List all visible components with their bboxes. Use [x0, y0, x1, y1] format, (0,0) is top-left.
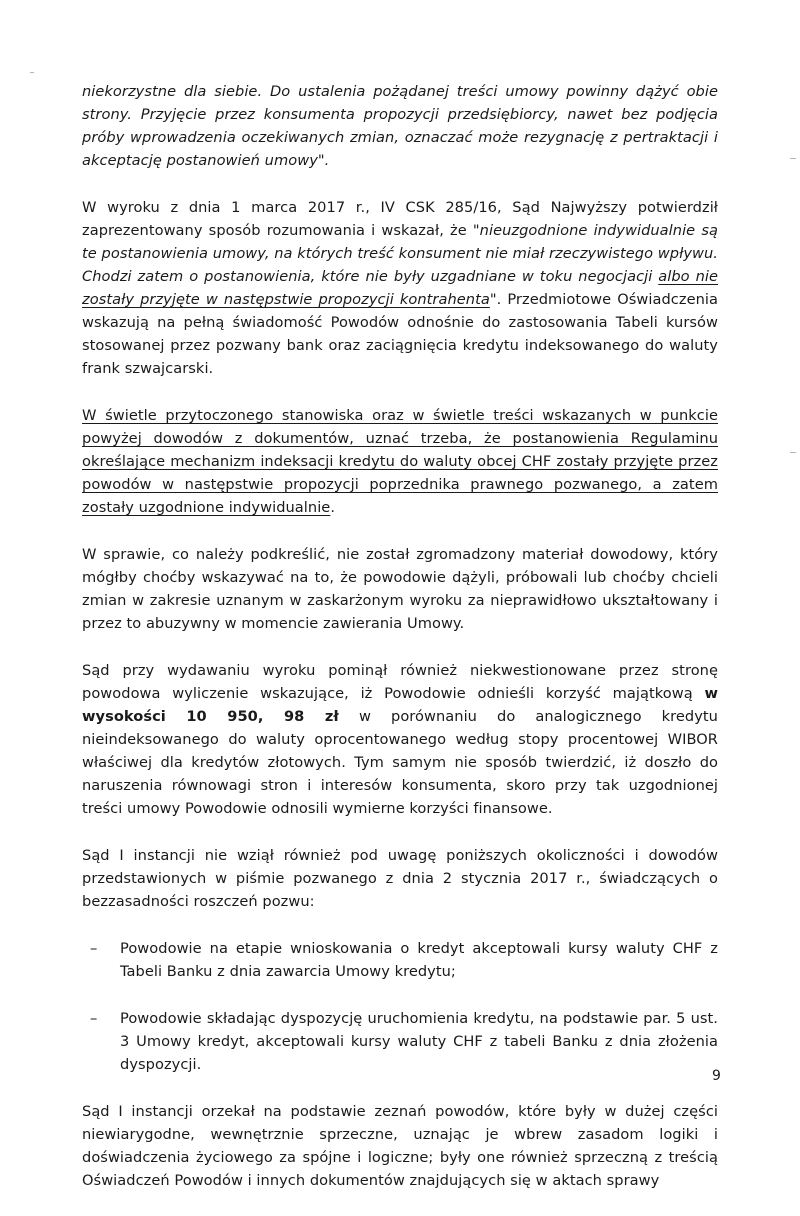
- dash-bullet: –: [90, 940, 98, 957]
- quote-text: nieuzgodnione indywidualnie są te postanowienia umowy, na których treść konsument nie miał rzeczywistego wpływu. Chodzi zatem o postanowienia, które nie były uzgadniane w toku negocjacji: [82, 222, 718, 285]
- court-ruling-paragraph: [82, 196, 718, 380]
- page-number: 9: [712, 1068, 721, 1084]
- dash-bullet: –: [90, 1010, 98, 1027]
- underlined-text: W świetle przytoczonego stanowiska oraz w świetle treści wskazanych w punkcie powyżej dowodów z dokumentów, uznać trzeba, że postanowienia Regulaminu określające mechanizm indeksacji kredytu do waluty obcej CHF zostały przyjęte przez powodów w następstwie propozycji poprzednika prawnego pozwanego, a zatem zostały uzgodnione indywidualnie: [82, 407, 718, 516]
- list-item: [82, 1007, 718, 1076]
- paragraph-text: Sąd I instancji nie wziął również pod uwagę poniższych okoliczności i dowodów przedstawionych w piśmie pozwanego z dnia 2 stycznia 2017 r., świadczących o bezzasadności roszczeń pozwu:: [82, 847, 718, 910]
- scan-mark: [790, 452, 796, 453]
- scan-mark: [790, 158, 796, 159]
- evidence-paragraph: [82, 543, 718, 635]
- list-item-text: Powodowie na etapie wnioskowania o kredyt akceptowali kursy waluty CHF z Tabeli Banku z dnia zawarcia Umowy kredytu;: [120, 940, 718, 980]
- underlined-quote-text: albo nie zostały przyjęte w następstwie propozycji kontrahenta: [82, 268, 718, 308]
- conclusion-paragraph: [82, 404, 718, 519]
- benefit-paragraph: [82, 659, 718, 820]
- paragraph-text: W wyroku z dnia 1 marca 2017 r., IV CSK 285/16, Sąd Najwyższy potwierdził zaprezentowany sposób rozumowania i wskazał, że ": [82, 199, 718, 239]
- scan-mark: [30, 72, 34, 73]
- circumstances-paragraph: [82, 844, 718, 913]
- paragraph-text: ". Przedmiotowe Oświadczenia wskazują na pełną świadomość Powodów odnośnie do zastosowania Tabeli kursów stosowanej przez pozwany bank oraz zaciągnięcia kredytu indeksowanego do waluty frank szwajcarski.: [82, 291, 718, 377]
- document-body: [82, 80, 718, 1216]
- paragraph-text: niekorzystne dla siebie. Do ustalenia pożądanej treści umowy powinny dążyć obie strony. Przyjęcie przez konsumenta propozycji przedsiębiorcy, nawet bez podjęcia próby wprowadzenia oczekiwanych zmian, oznaczać może rezygnację z pertraktacji i akceptację postanowień umowy".: [82, 83, 718, 169]
- circumstances-list: [82, 937, 718, 1076]
- paragraph-text: w porównaniu do analogicznego kredytu nieindeksowanego do waluty oprocentowanego według stopy procentowej WIBOR właściwej dla kredytów złotowych. Tym samym nie sposób twierdzić, iż doszło do naruszenia równowagi stron i interesów konsumenta, skoro przy tak uzgodnionej treści umowy Powodowie odnosili wymierne korzyści finansowe.: [82, 708, 718, 817]
- paragraph-text: W sprawie, co należy podkreślić, nie został zgromadzony materiał dowodowy, który mógłby choćby wskazywać na to, że powodowie dążyli, próbowali lub choćby chcieli zmian w zakresie uznanym w zaskarżonym wyroku za nieprawidłowo ukształtowany i przez to abuzywny w momencie zawierania Umowy.: [82, 546, 718, 632]
- paragraph-text: Sąd przy wydawaniu wyroku pominął również niekwestionowane przez stronę powodowa wyliczenie wskazujące, iż Powodowie odnieśli korzyść majątkową: [82, 662, 718, 702]
- bold-amount-text: w wysokości 10 950, 98 zł: [82, 685, 718, 725]
- quote-paragraph: [82, 80, 718, 172]
- list-item-text: Powodowie składając dyspozycję uruchomienia kredytu, na podstawie par. 5 ust. 3 Umowy kredyt, akceptowali kursy waluty CHF z tabeli Banku z dnia złożenia dyspozycji.: [120, 1010, 718, 1073]
- testimony-paragraph: [82, 1100, 718, 1192]
- list-item: [82, 937, 718, 983]
- paragraph-text: .: [330, 499, 336, 516]
- paragraph-text: Sąd I instancji orzekał na podstawie zeznań powodów, które były w dużej części niewiarygodne, wewnętrznie sprzeczne, uznając je wbrew zasadom logiki i doświadczenia życiowego za spójne i logiczne; były one również sprzeczną z treścią Oświadczeń Powodów i innych dokumentów znajdujących się w aktach sprawy: [82, 1103, 718, 1189]
